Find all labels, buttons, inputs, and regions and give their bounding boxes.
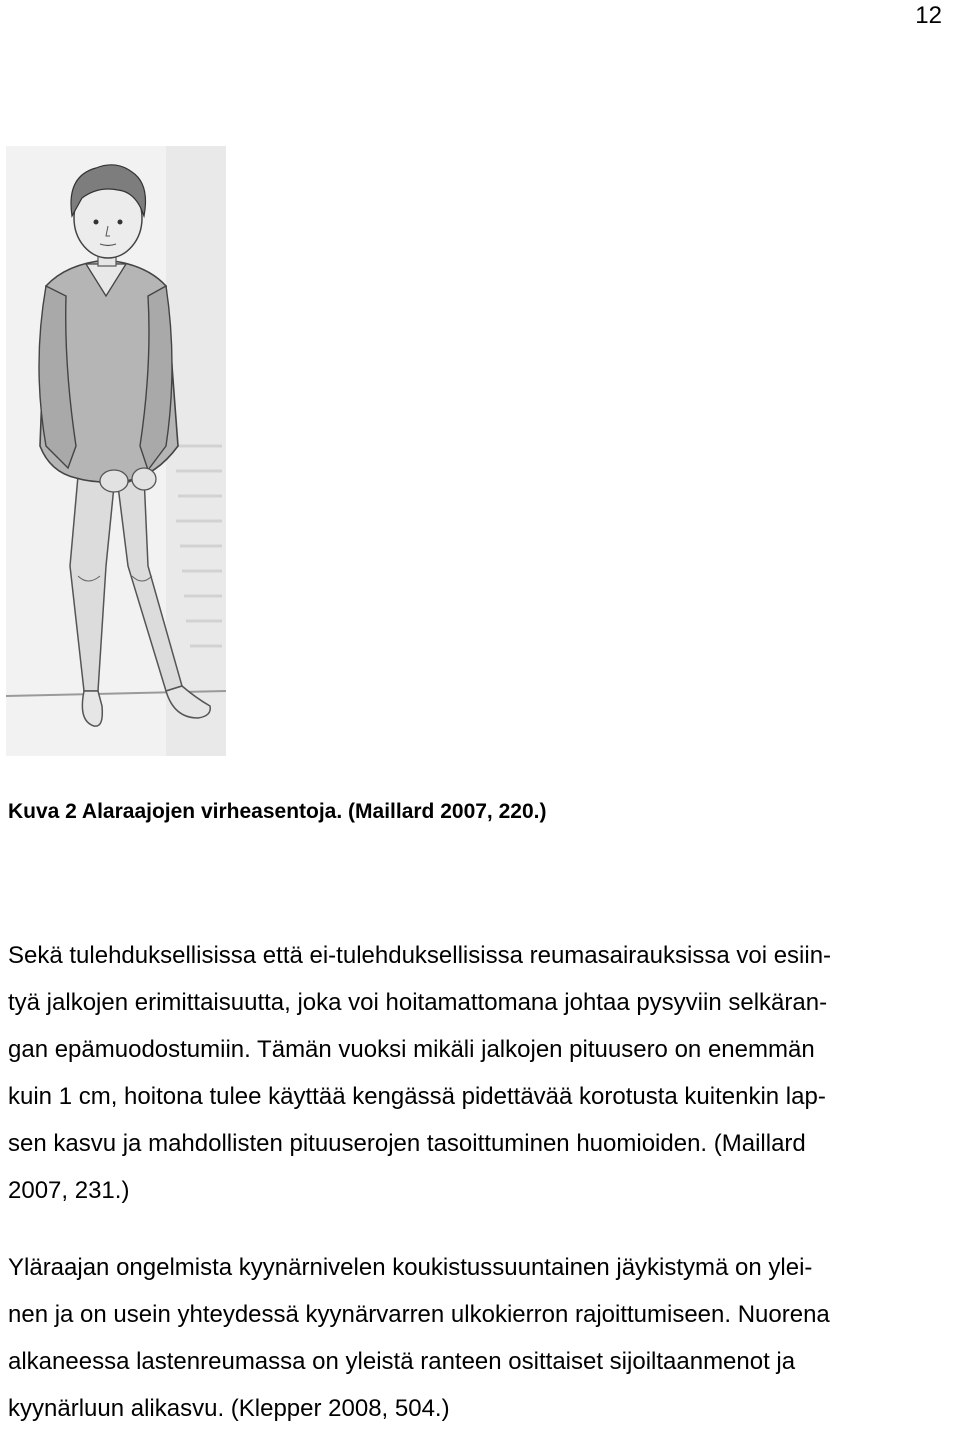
page-number: 12 xyxy=(915,2,942,29)
paragraph-line: Yläraajan ongelmista kyynärnivelen koukistussuuntainen jäykistymä on ylei- xyxy=(8,1254,813,1281)
child-standing-illustration-icon xyxy=(6,146,226,756)
paragraph-line: 2007, 231.) xyxy=(8,1177,130,1204)
figure-caption: Kuva 2 Alaraajojen virheasentoja. (Maillard 2007, 220.) xyxy=(8,800,547,823)
paragraph-line: kuin 1 cm, hoitona tulee käyttää kengässä pidettävää korotusta kuitenkin lap- xyxy=(8,1083,826,1110)
paragraph-2 xyxy=(8,1244,948,1432)
paragraph-line: tyä jalkojen erimittaisuutta, joka voi hoitamattomana johtaa pysyviin selkäran- xyxy=(8,989,828,1016)
paragraph-line: nen ja on usein yhteydessä kyynärvarren ulkokierron rajoittumiseen. Nuorena xyxy=(8,1301,830,1328)
paragraph-1 xyxy=(8,932,948,1214)
paragraph-line: alkaneessa lastenreumassa on yleistä ranteen osittaiset sijoiltaanmenot ja xyxy=(8,1348,796,1375)
figure-illustration xyxy=(6,146,226,756)
paragraph-line: gan epämuodostumiin. Tämän vuoksi mikäli jalkojen pituusero on enemmän xyxy=(8,1036,815,1063)
paragraph-line: kyynärluun alikasvu. (Klepper 2008, 504.) xyxy=(8,1395,450,1422)
paragraph-line: Sekä tulehduksellisissa että ei-tulehduksellisissa reumasairauksissa voi esiin- xyxy=(8,942,832,969)
paragraph-line: sen kasvu ja mahdollisten pituuserojen tasoittuminen huomioiden. (Maillard xyxy=(8,1130,806,1157)
